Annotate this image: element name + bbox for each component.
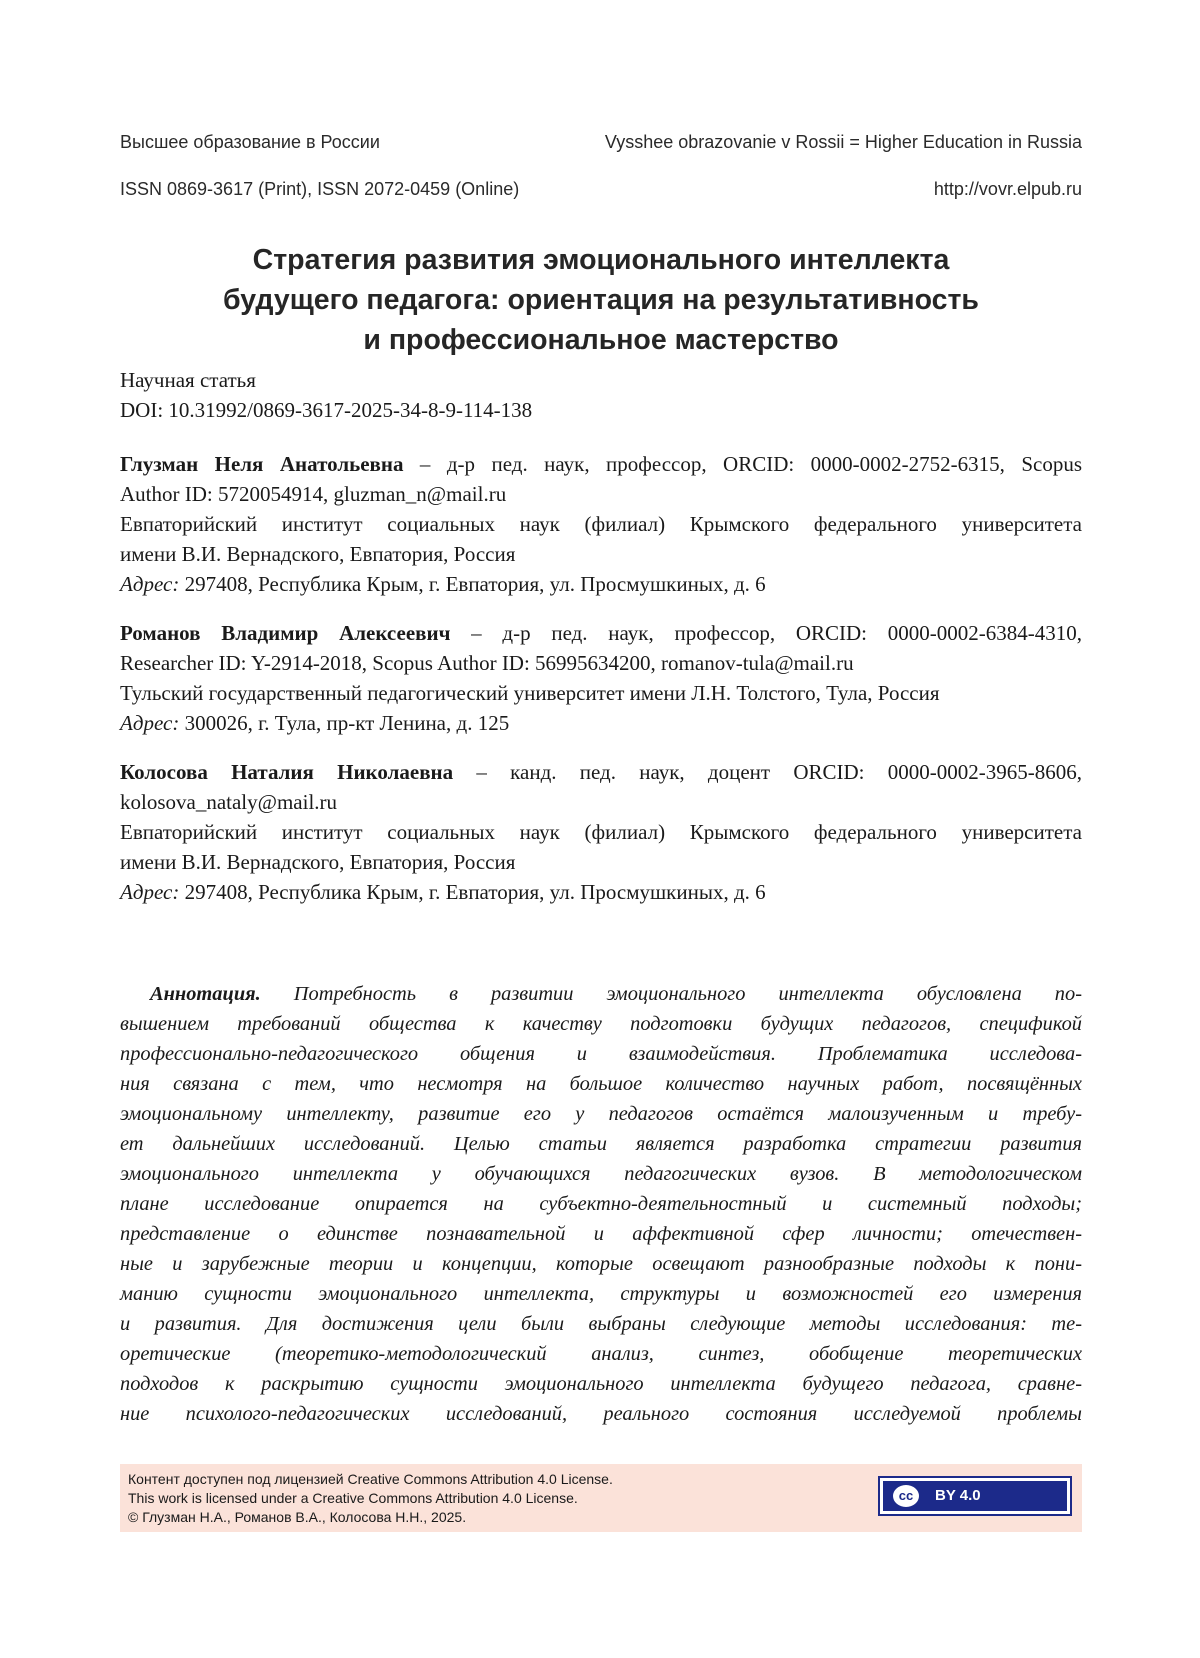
author-affiliation: Евпаторийский институт социальных наук (филиал) Крымского федерального университета <box>120 512 1082 536</box>
author-details-line: Колосова Наталия Николаевна – канд. пед. наук, доцент ORCID: 0000-0002-3965-8606, <box>120 760 1082 784</box>
article-type: Научная статья <box>120 368 256 392</box>
author-block-1 <box>120 449 1082 599</box>
article-page <box>120 0 1082 1658</box>
author-affiliation: Тульский государственный педагогический университет имени Л.Н. Толстого, Тула, Россия <box>120 681 940 705</box>
author-block-3 <box>120 757 1082 907</box>
running-header-row-2 <box>120 179 1082 203</box>
author-address: Адрес: 297408, Республика Крым, г. Евпатория, ул. Просмушкиных, д. 6 <box>120 880 766 904</box>
abstract-line: эмоциональному интеллекту, развитие его у педагогов остаётся малоизученным и требу- <box>120 1103 1082 1125</box>
license-line-ru: Контент доступен под лицензией Creative Commons Attribution 4.0 License. <box>128 1471 613 1487</box>
abstract-line: эмоционального интеллекта у обучающихся педагогических вузов. В методологическом <box>120 1163 1082 1185</box>
author-name: Колосова Наталия Николаевна <box>120 760 454 784</box>
issn-line: ISSN 0869-3617 (Print), ISSN 2072-0459 (Online) <box>120 179 520 199</box>
journal-url-link[interactable]: http://vovr.elpub.ru <box>933 179 1082 199</box>
license-text <box>128 1470 613 1527</box>
author-name: Глузман Неля Анатольевна <box>120 452 404 476</box>
author-block-2 <box>120 618 1082 738</box>
abstract-line: манию сущности эмоционального интеллекта, структуры и возможностей его измерения <box>120 1283 1082 1305</box>
abstract <box>120 979 1082 1429</box>
author-address: Адрес: 297408, Республика Крым, г. Евпатория, ул. Просмушкиных, д. 6 <box>120 572 766 596</box>
abstract-line: и развития. Для достижения цели были выбраны следующие методы исследования: те- <box>120 1313 1082 1335</box>
cc-by-license-badge[interactable] <box>878 1476 1072 1516</box>
abstract-line: оретические (теоретико-методологический анализ, синтез, обобщение теоретических <box>120 1343 1082 1365</box>
creative-commons-icon: cc <box>891 1483 921 1509</box>
cc-badge-label: BY 4.0 <box>935 1487 981 1504</box>
author-name: Романов Владимир Алексеевич <box>120 621 451 645</box>
author-affiliation: Евпаторийский институт социальных наук (филиал) Крымского федерального университета <box>120 820 1082 844</box>
author-details-line: Романов Владимир Алексеевич – д-р пед. наук, профессор, ORCID: 0000-0002-6384-4310, <box>120 621 1082 645</box>
running-header-row-1 <box>120 132 1082 156</box>
abstract-line: вышением требований общества к качеству подготовки будущих педагогов, спецификой <box>120 1013 1082 1035</box>
journal-title-en: Vysshee obrazovanie v Rossii = Higher Education in Russia <box>604 132 1082 152</box>
title-line: будущего педагога: ориентация на результативность <box>223 284 979 316</box>
author-address: Адрес: 300026, г. Тула, пр-кт Ленина, д. 125 <box>120 711 510 735</box>
abstract-label: Аннотация. <box>150 983 261 1005</box>
author-details-line: Author ID: 5720054914, gluzman_n@mail.ru <box>120 482 507 506</box>
address-label: Адрес: <box>120 880 180 904</box>
abstract-line: Аннотация. Потребность в развитии эмоционального интеллекта обусловлена по- <box>150 983 1082 1005</box>
article-meta <box>120 365 1082 425</box>
author-details-line: Глузман Неля Анатольевна – д-р пед. наук, профессор, ORCID: 0000-0002-2752-6315, Scopus <box>120 452 1082 476</box>
address-label: Адрес: <box>120 572 180 596</box>
abstract-line: подходов к раскрытию сущности эмоционального интеллекта будущего педагога, сравне- <box>120 1373 1082 1395</box>
license-box <box>120 1464 1082 1532</box>
abstract-line: профессионально-педагогического общения и взаимодействия. Проблематика исследова- <box>120 1043 1082 1065</box>
copyright-line: © Глузман Н.А., Романов В.А., Колосова Н.Н., 2025. <box>128 1509 467 1525</box>
author-details-line: kolosova_nataly@mail.ru <box>120 790 338 814</box>
address-label: Адрес: <box>120 711 180 735</box>
abstract-line: ет дальнейших исследований. Целью статьи является разработка стратегии развития <box>120 1133 1082 1155</box>
abstract-line: плане исследование опирается на субъектно-деятельностный и системный подходы; <box>120 1193 1082 1215</box>
author-affiliation: имени В.И. Вернадского, Евпатория, Россия <box>120 542 516 566</box>
author-affiliation: имени В.И. Вернадского, Евпатория, Россия <box>120 850 516 874</box>
author-details-line: Researcher ID: Y-2914-2018, Scopus Author ID: 56995634200, romanov-tula@mail.ru <box>120 651 854 675</box>
abstract-line: ние психолого-педагогических исследований, реального состояния исследуемой проблемы <box>120 1403 1082 1425</box>
journal-title-ru: Высшее образование в России <box>120 132 380 152</box>
abstract-line: ния связана с тем, что несмотря на большое количество научных работ, посвящённых <box>120 1073 1082 1095</box>
license-line-en: This work is licensed under a Creative Commons Attribution 4.0 License. <box>128 1490 578 1506</box>
abstract-line: ные и зарубежные теории и концепции, которые освещают разнообразные подходы к пони- <box>120 1253 1082 1275</box>
title-line: и профессиональное мастерство <box>363 324 839 356</box>
title-line: Стратегия развития эмоционального интеллекта <box>252 244 950 276</box>
cc-badge-fill <box>883 1481 1067 1511</box>
article-title <box>120 240 1082 360</box>
abstract-line: представление о единстве познавательной и аффективной сфер личности; отечествен- <box>120 1223 1082 1245</box>
doi[interactable]: DOI: 10.31992/0869-3617-2025-34-8-9-114-138 <box>120 398 533 422</box>
